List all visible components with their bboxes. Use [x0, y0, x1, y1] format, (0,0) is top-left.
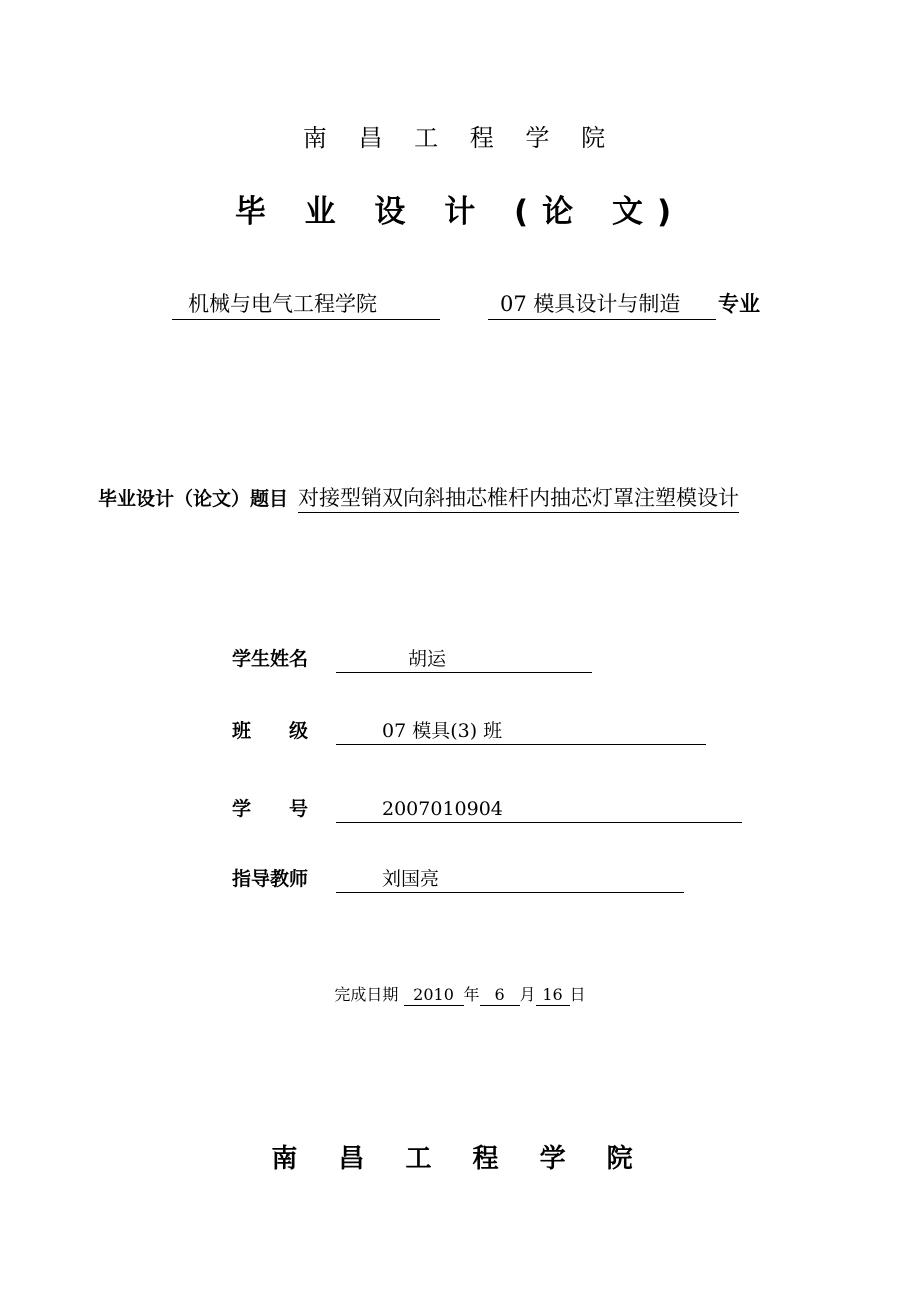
month-unit: 月	[519, 985, 536, 1004]
student-name-label: 学生姓名	[232, 648, 309, 670]
topic-label: 毕业设计（论文）题目	[98, 488, 289, 510]
completion-month: 6	[480, 985, 520, 1006]
advisor-label: 指导教师	[232, 868, 309, 890]
completion-date-label: 完成日期	[334, 985, 399, 1004]
advisor-row	[232, 864, 684, 894]
thesis-topic-line	[98, 484, 739, 513]
class-label: 班 级	[232, 720, 309, 742]
major-name: 07 模具设计与制造	[488, 290, 716, 320]
department-major-line	[172, 288, 760, 320]
completion-year: 2010	[404, 985, 464, 1006]
day-unit: 日	[569, 985, 586, 1004]
student-id-value: 2007010904	[336, 796, 742, 823]
student-name-row	[232, 644, 592, 674]
class-value: 07 模具(3) 班	[336, 718, 706, 745]
major-suffix-label: 专业	[718, 292, 760, 316]
school-name-header: 南 昌 工 程 学 院	[302, 124, 618, 152]
student-id-row	[232, 794, 742, 824]
year-unit: 年	[463, 985, 480, 1004]
department-name: 机械与电气工程学院	[172, 290, 440, 320]
student-id-label: 学 号	[232, 798, 309, 820]
student-name-value: 胡运	[336, 646, 592, 673]
school-name-footer: 南 昌 工 程 学 院	[271, 1144, 649, 1174]
completion-day: 16	[536, 985, 570, 1006]
advisor-value: 刘国亮	[336, 866, 684, 893]
class-row	[232, 716, 706, 746]
document-title: 毕 业 设 计 (论 文)	[234, 194, 686, 230]
topic-value: 对接型销双向斜抽芯椎杆内抽芯灯罩注塑模设计	[298, 484, 739, 513]
completion-date-line	[0, 982, 920, 1006]
